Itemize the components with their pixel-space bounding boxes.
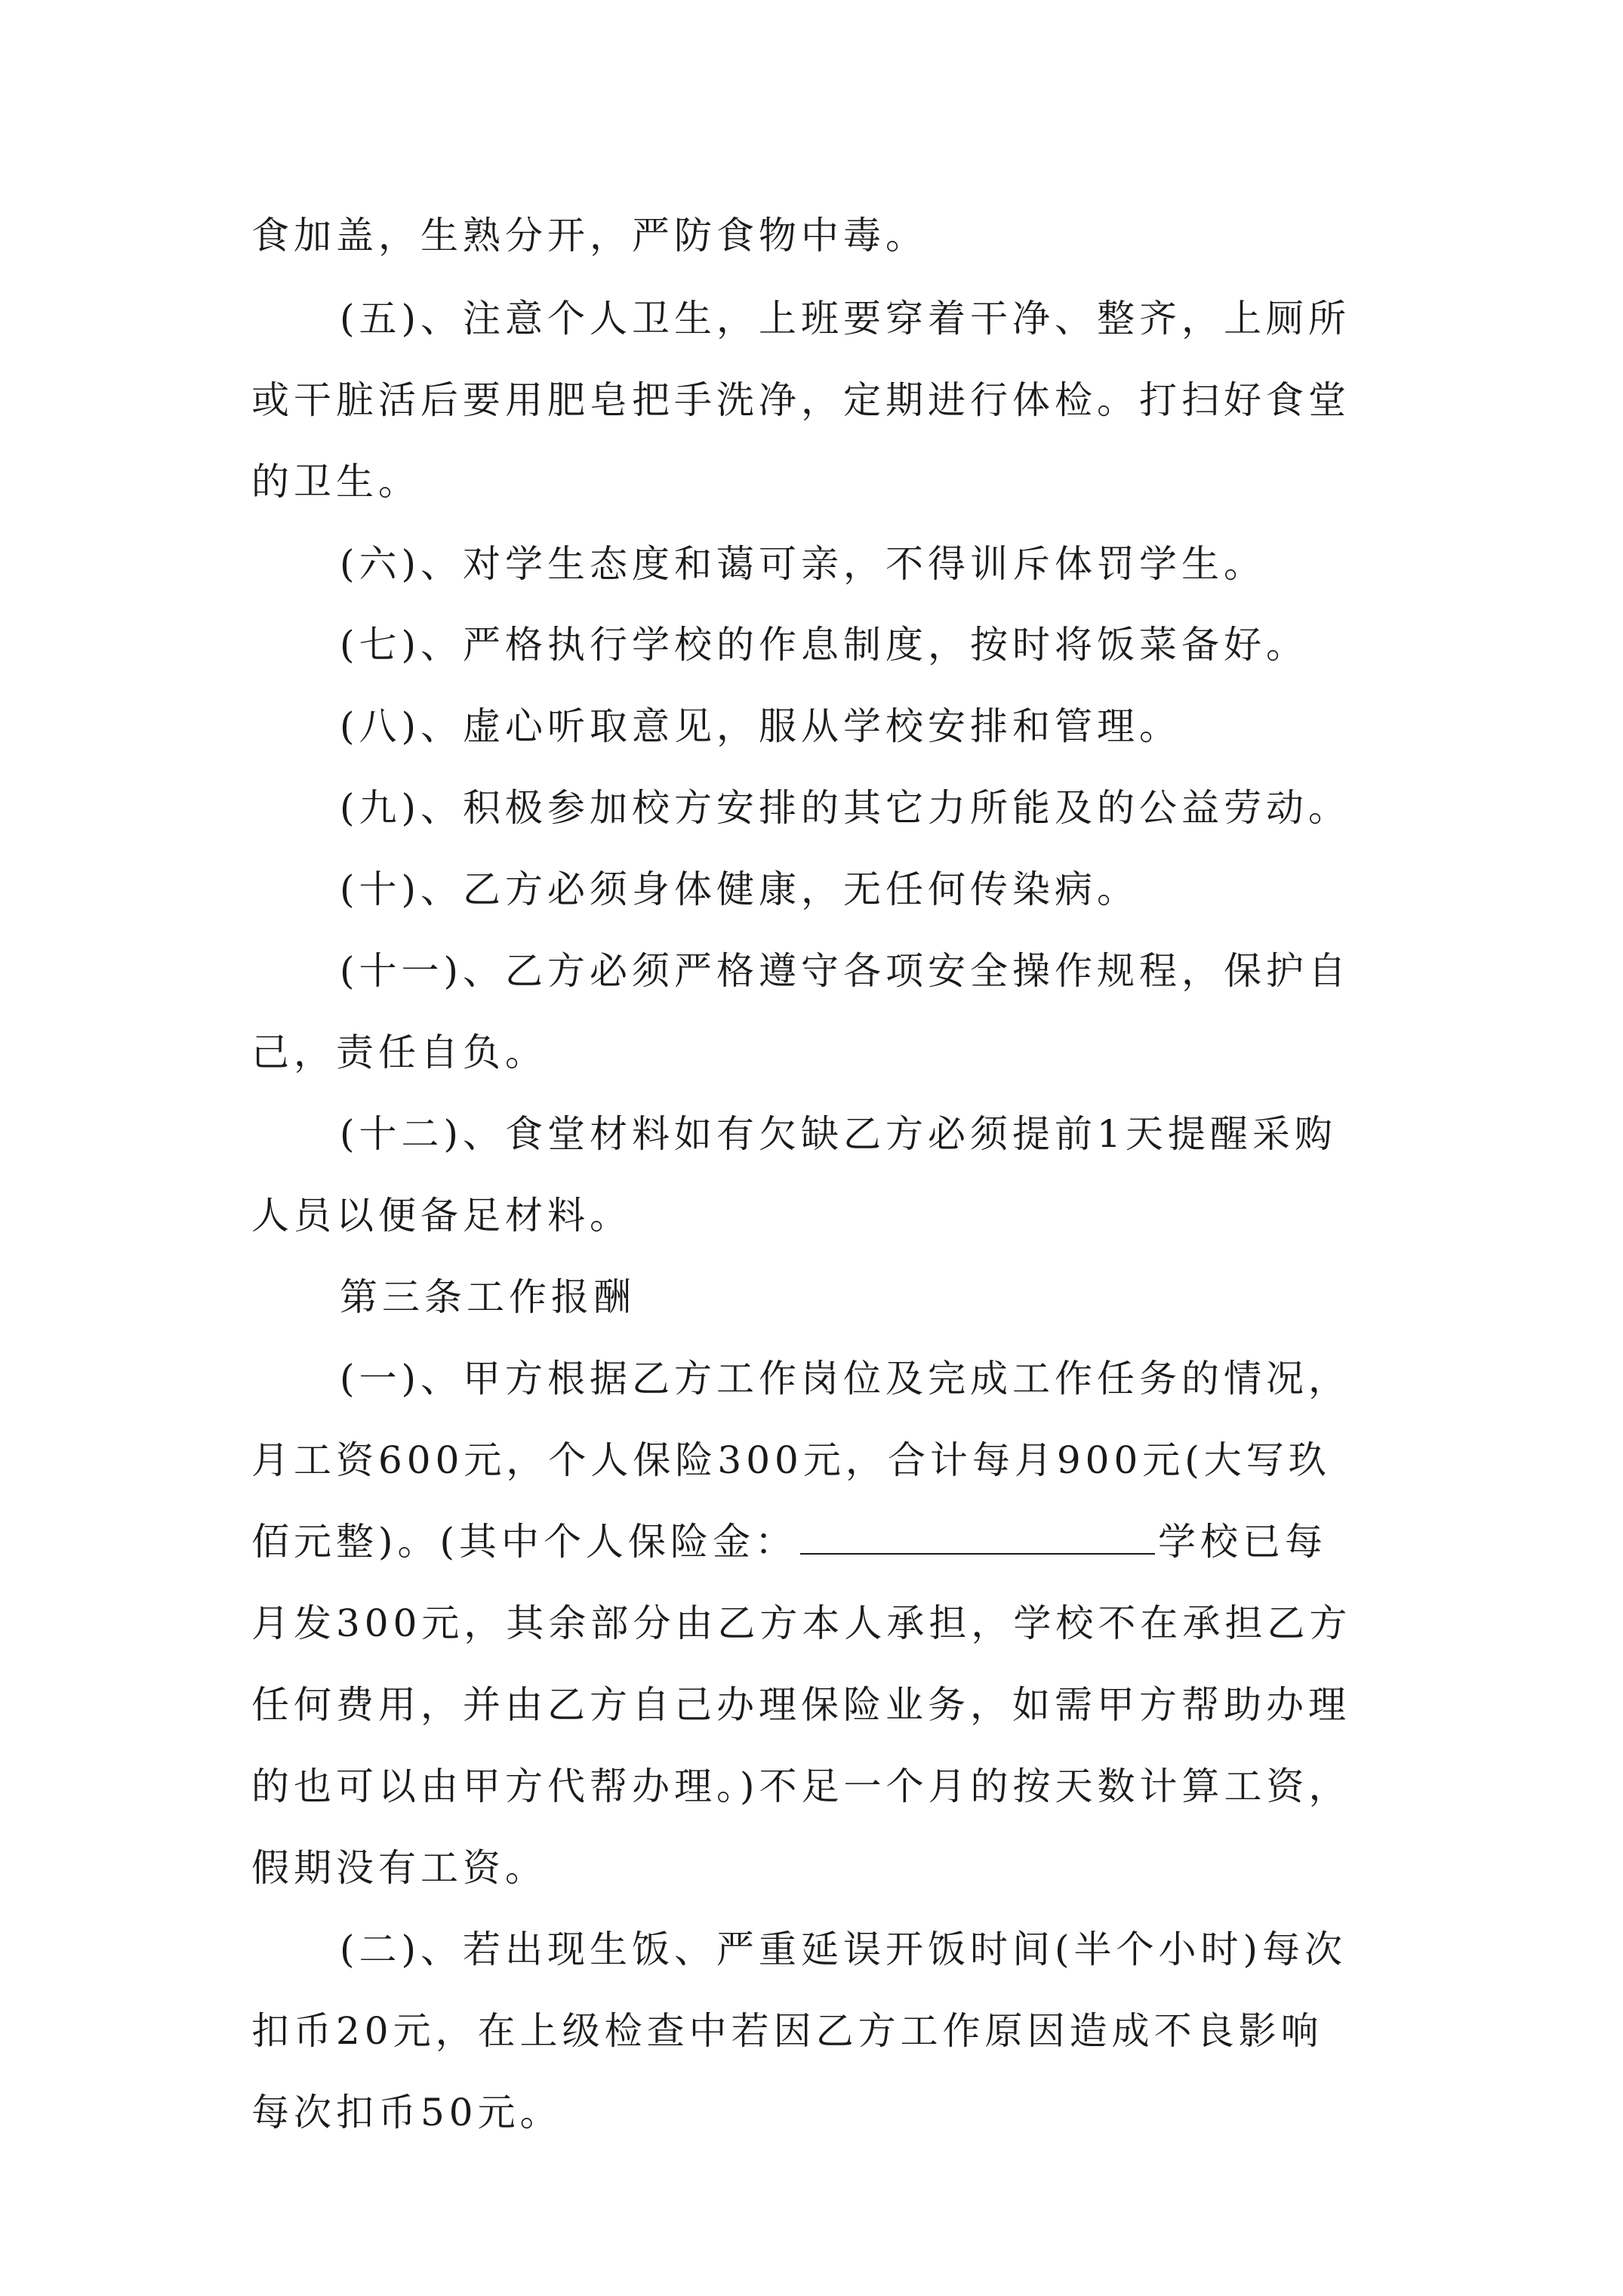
text-line: (九)、积极参加校方安排的其它力所能及的公益劳动。 xyxy=(340,786,1351,830)
text-line: 月工资600元，个人保险300元，合计每月900元(大写玖 xyxy=(251,1438,1331,1482)
text-line xyxy=(251,1520,1399,1564)
text-line: (五)、注意个人卫生，上班要穿着干净、整齐，上厕所 xyxy=(340,297,1351,341)
text-line: (一)、甲方根据乙方工作岗位及完成工作任务的情况， xyxy=(340,1357,1351,1401)
text-line: 的卫生。 xyxy=(251,460,420,504)
text-segment: 学校已每 xyxy=(1158,1520,1328,1564)
text-line: (七)、严格执行学校的作息制度，按时将饭菜备好。 xyxy=(340,623,1309,667)
text-line: 食加盖，生熟分开，严防食物中毒。 xyxy=(251,214,928,257)
text-line: 假期没有工资。 xyxy=(251,1846,547,1890)
text-line: 或干脏活后要用肥皂把手洗净，定期进行体检。打扫好食堂 xyxy=(251,378,1350,422)
text-line: 己，责任自负。 xyxy=(251,1031,547,1074)
text-line: 人员以便备足材料。 xyxy=(251,1194,632,1237)
text-line: (十二)、食堂材料如有欠缺乙方必须提前1天提醒采购 xyxy=(340,1112,1337,1156)
fill-in-blank xyxy=(800,1520,1155,1555)
text-line: 扣币20元，在上级检查中若因乙方工作原因造成不良影响 xyxy=(251,2009,1323,2053)
text-line: 的也可以由甲方代帮办理。)不足一个月的按天数计算工资， xyxy=(251,1764,1351,1808)
text-segment: 佰元整)。(其中个人保险金： xyxy=(251,1520,798,1564)
text-line: 每次扣币50元。 xyxy=(251,2091,562,2134)
section-heading: 第三条工作报酬 xyxy=(340,1275,636,1319)
text-line: (二)、若出现生饭、严重延误开饭时间(半个小时)每次 xyxy=(340,1928,1347,1971)
text-line: (十)、乙方必须身体健康，无任何传染病。 xyxy=(340,868,1140,911)
text-line: (八)、虚心听取意见，服从学校安排和管理。 xyxy=(340,704,1182,748)
text-line: 任何费用，并由乙方自己办理保险业务，如需甲方帮助办理 xyxy=(251,1683,1350,1727)
text-line: (六)、对学生态度和蔼可亲，不得训斥体罚学生。 xyxy=(340,542,1267,586)
text-line: 月发300元，其余部分由乙方本人承担，学校不在承担乙方 xyxy=(251,1601,1352,1645)
text-line: (十一)、乙方必须严格遵守各项安全操作规程，保护自 xyxy=(340,949,1351,993)
